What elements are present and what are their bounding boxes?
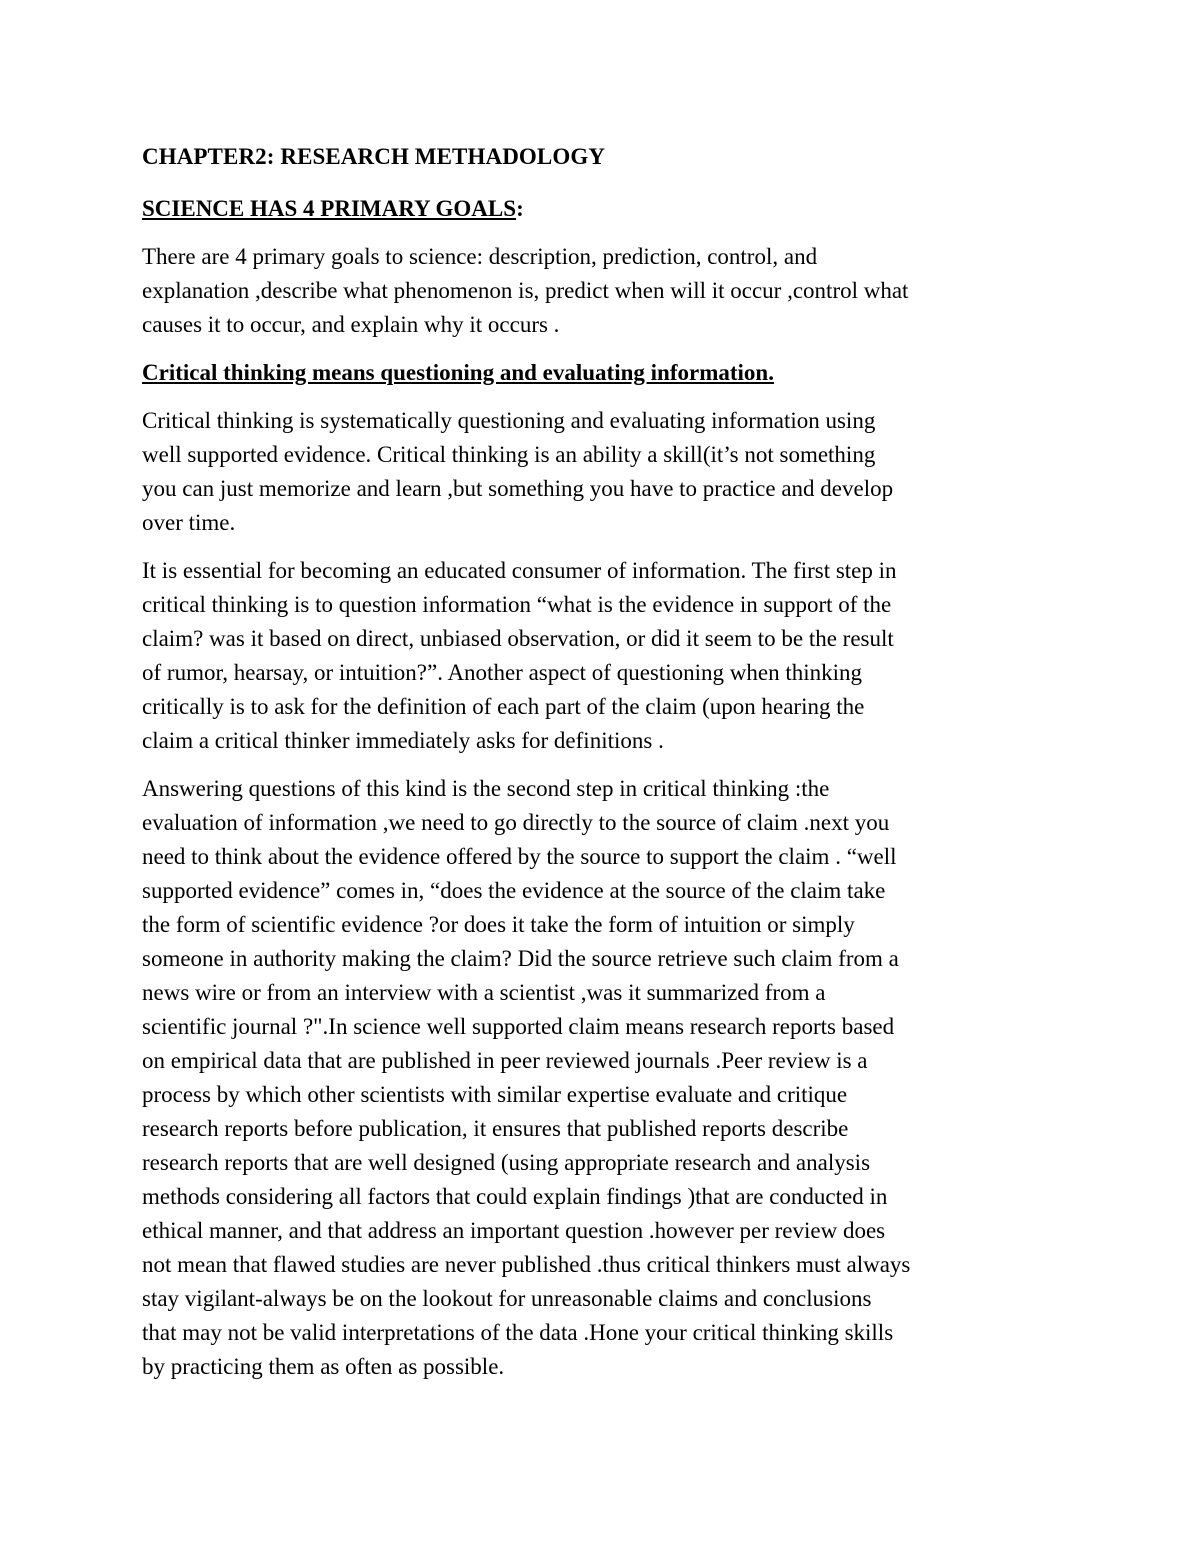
paragraph-line: news wire or from an interview with a scientist ,was it summarized from a: [142, 980, 826, 1005]
section-heading-primary-goals-text: SCIENCE HAS 4 PRIMARY GOALS: [142, 196, 517, 221]
paragraph-line: There are 4 primary goals to science: description, prediction, control, and: [142, 244, 818, 269]
chapter-title: CHAPTER2: RESEARCH METHADOLOGY: [142, 144, 606, 169]
paragraph-line: of rumor, hearsay, or intuition?”. Another aspect of questioning when thinking: [142, 660, 863, 685]
paragraph-line: need to think about the evidence offered by the source to support the claim . “well: [142, 844, 897, 869]
paragraph-line: causes it to occur, and explain why it occurs .: [142, 312, 560, 337]
section-heading-primary-goals-colon: :: [516, 196, 524, 221]
paragraph-line: by practicing them as often as possible.: [142, 1354, 505, 1379]
paragraph-critical-thinking-definition: [142, 404, 1067, 540]
paragraph-line: claim a critical thinker immediately asks for definitions .: [142, 728, 664, 753]
paragraph-line: research reports before publication, it ensures that published reports describe: [142, 1116, 849, 1141]
paragraph-line: critical thinking is to question information “what is the evidence in support of the: [142, 592, 892, 617]
paragraph-line: Answering questions of this kind is the second step in critical thinking :the: [142, 776, 830, 801]
paragraph-line: on empirical data that are published in peer reviewed journals .Peer review is a: [142, 1048, 868, 1073]
paragraph-line: It is essential for becoming an educated consumer of information. The first step in: [142, 558, 897, 583]
section-heading-critical-thinking: [142, 356, 1067, 390]
paragraph-line: research reports that are well designed (using appropriate research and analysis: [142, 1150, 871, 1175]
paragraph-line: critically is to ask for the definition of each part of the claim (upon hearing the: [142, 694, 865, 719]
paragraph-line: that may not be valid interpretations of the data .Hone your critical thinking skills: [142, 1320, 894, 1345]
paragraph-line: stay vigilant-always be on the lookout for unreasonable claims and conclusions: [142, 1286, 872, 1311]
paragraph-primary-goals: [142, 240, 1067, 342]
document-body: [142, 140, 1067, 1398]
paragraph-line: scientific journal ?".In science well supported claim means research reports based: [142, 1014, 895, 1039]
paragraph-line: someone in authority making the claim? Did the source retrieve such claim from a: [142, 946, 899, 971]
paragraph-line: supported evidence” comes in, “does the evidence at the source of the claim take: [142, 878, 886, 903]
paragraph-evaluating-information: [142, 772, 1067, 1384]
paragraph-line: Critical thinking is systematically questioning and evaluating information using: [142, 408, 876, 433]
paragraph-line: ethical manner, and that address an important question .however per review does: [142, 1218, 886, 1243]
paragraph-line: over time.: [142, 510, 236, 535]
paragraph-questioning-information: [142, 554, 1067, 758]
paragraph-line: process by which other scientists with similar expertise evaluate and critique: [142, 1082, 848, 1107]
paragraph-line: not mean that flawed studies are never published .thus critical thinkers must always: [142, 1252, 911, 1277]
paragraph-line: evaluation of information ,we need to go directly to the source of claim .next you: [142, 810, 890, 835]
section-heading-critical-thinking-text: Critical thinking means questioning and evaluating information.: [142, 360, 774, 385]
paragraph-line: explanation ,describe what phenomenon is, predict when will it occur ,control what: [142, 278, 909, 303]
paragraph-line: methods considering all factors that could explain findings )that are conducted in: [142, 1184, 888, 1209]
paragraph-line: the form of scientific evidence ?or does it take the form of intuition or simply: [142, 912, 855, 937]
paragraph-line: you can just memorize and learn ,but something you have to practice and develop: [142, 476, 894, 501]
paragraph-line: claim? was it based on direct, unbiased observation, or did it seem to be the result: [142, 626, 894, 651]
paragraph-line: well supported evidence. Critical thinking is an ability a skill(it’s not something: [142, 442, 876, 467]
section-heading-primary-goals: [142, 192, 1067, 226]
